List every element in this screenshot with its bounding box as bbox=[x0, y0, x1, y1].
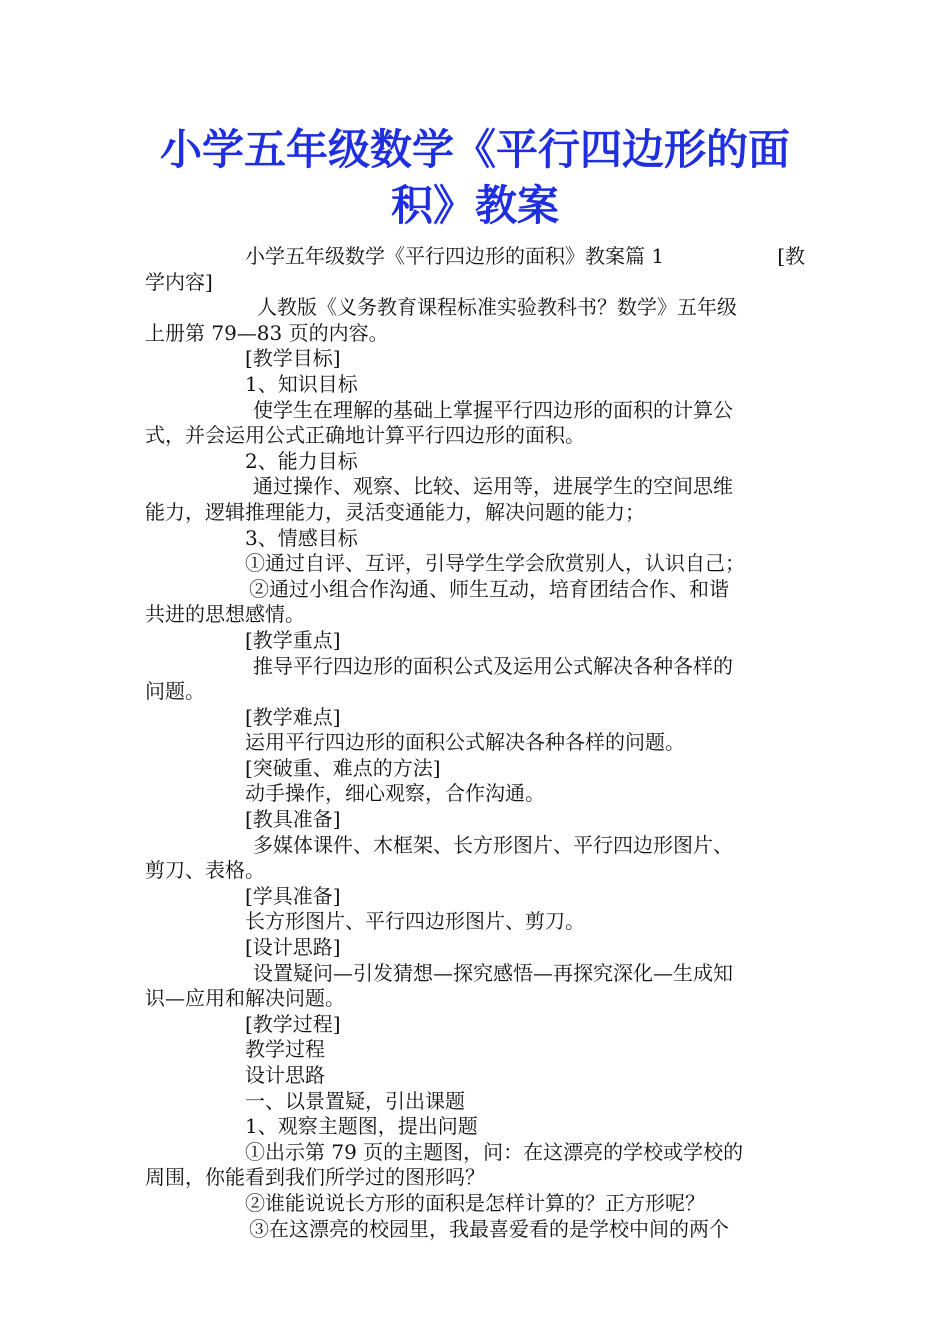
text-line: [学具准备] bbox=[245, 883, 341, 908]
text-line: [教学重点] bbox=[245, 627, 341, 652]
text-line: [设计思路] bbox=[245, 935, 341, 960]
text-line: 教学过程 bbox=[245, 1037, 325, 1062]
text-line: [突破重、难点的方法] bbox=[245, 755, 441, 780]
text-line: 通过操作、观察、比较、运用等，进展学生的空间思维 bbox=[253, 474, 733, 499]
text-line: 学内容] bbox=[145, 269, 213, 294]
text-line: 设置疑问—引发猜想—探究感悟—再探究深化—生成知 bbox=[253, 960, 733, 985]
document-body bbox=[145, 244, 805, 1242]
title-line-1: 小学五年级数学《平行四边形的面 bbox=[159, 125, 790, 174]
text-line: 能力，逻辑推理能力，灵活变通能力，解决问题的能力； bbox=[145, 499, 645, 524]
section-heading: 小学五年级数学《平行四边形的面积》教案篇 1 bbox=[245, 244, 665, 268]
text-line: 设计思路 bbox=[245, 1063, 325, 1087]
text-line: 动手操作，细心观察，合作沟通。 bbox=[245, 781, 545, 806]
bracket-label-start: [教 bbox=[777, 244, 805, 268]
text-line: 上册第 79—83 页的内容。 bbox=[145, 320, 389, 345]
text-line: 问题。 bbox=[145, 679, 205, 704]
section-heading-line bbox=[145, 244, 805, 270]
text-line: [教具准备] bbox=[245, 807, 341, 832]
text-line: ③在这漂亮的校园里，我最喜爱看的是学校中间的两个 bbox=[249, 1216, 729, 1241]
text-line: [教学过程] bbox=[245, 1011, 341, 1036]
text-line: 运用平行四边形的面积公式解决各种各样的问题。 bbox=[245, 730, 685, 755]
text-line: ①出示第 79 页的主题图，问：在这漂亮的学校或学校的 bbox=[245, 1139, 744, 1164]
text-line: 式，并会运用公式正确地计算平行四边形的面积。 bbox=[145, 423, 585, 448]
text-line: [教学目标] bbox=[245, 346, 341, 371]
document-title bbox=[140, 122, 810, 234]
text-line: 一、以景置疑，引出课题 bbox=[245, 1088, 465, 1113]
text-line: ②通过小组合作沟通、师生互动，培育团结合作、和谐 bbox=[249, 576, 729, 601]
text-line: 3、情感目标 bbox=[245, 525, 358, 550]
text-line: ①通过自评、互评，引导学生学会欣赏别人，认识自己； bbox=[245, 551, 745, 576]
text-line: 1、知识目标 bbox=[245, 371, 358, 396]
text-line: 共进的思想感情。 bbox=[145, 602, 305, 627]
text-line: 周围，你能看到我们所学过的图形吗？ bbox=[145, 1165, 485, 1190]
text-line: 2、能力目标 bbox=[245, 448, 358, 473]
text-line: 人教版《义务教育课程标准实验教科书？数学》五年级 bbox=[257, 295, 737, 320]
text-line: [教学难点] bbox=[245, 704, 341, 729]
text-line: 使学生在理解的基础上掌握平行四边形的面积的计算公 bbox=[253, 397, 733, 422]
text-line: ②谁能说说长方形的面积是怎样计算的？正方形呢？ bbox=[245, 1190, 705, 1215]
text-line: 识—应用和解决问题。 bbox=[145, 986, 345, 1011]
text-line: 1、观察主题图，提出问题 bbox=[245, 1114, 478, 1139]
text-line: 长方形图片、平行四边形图片、剪刀。 bbox=[245, 909, 585, 934]
text-line: 推导平行四边形的面积公式及运用公式解决各种各样的 bbox=[253, 653, 733, 678]
text-line: 剪刀、表格。 bbox=[145, 858, 265, 883]
title-line-2: 积》教案 bbox=[390, 181, 559, 230]
text-line: 多媒体课件、木框架、长方形图片、平行四边形图片、 bbox=[253, 832, 733, 857]
